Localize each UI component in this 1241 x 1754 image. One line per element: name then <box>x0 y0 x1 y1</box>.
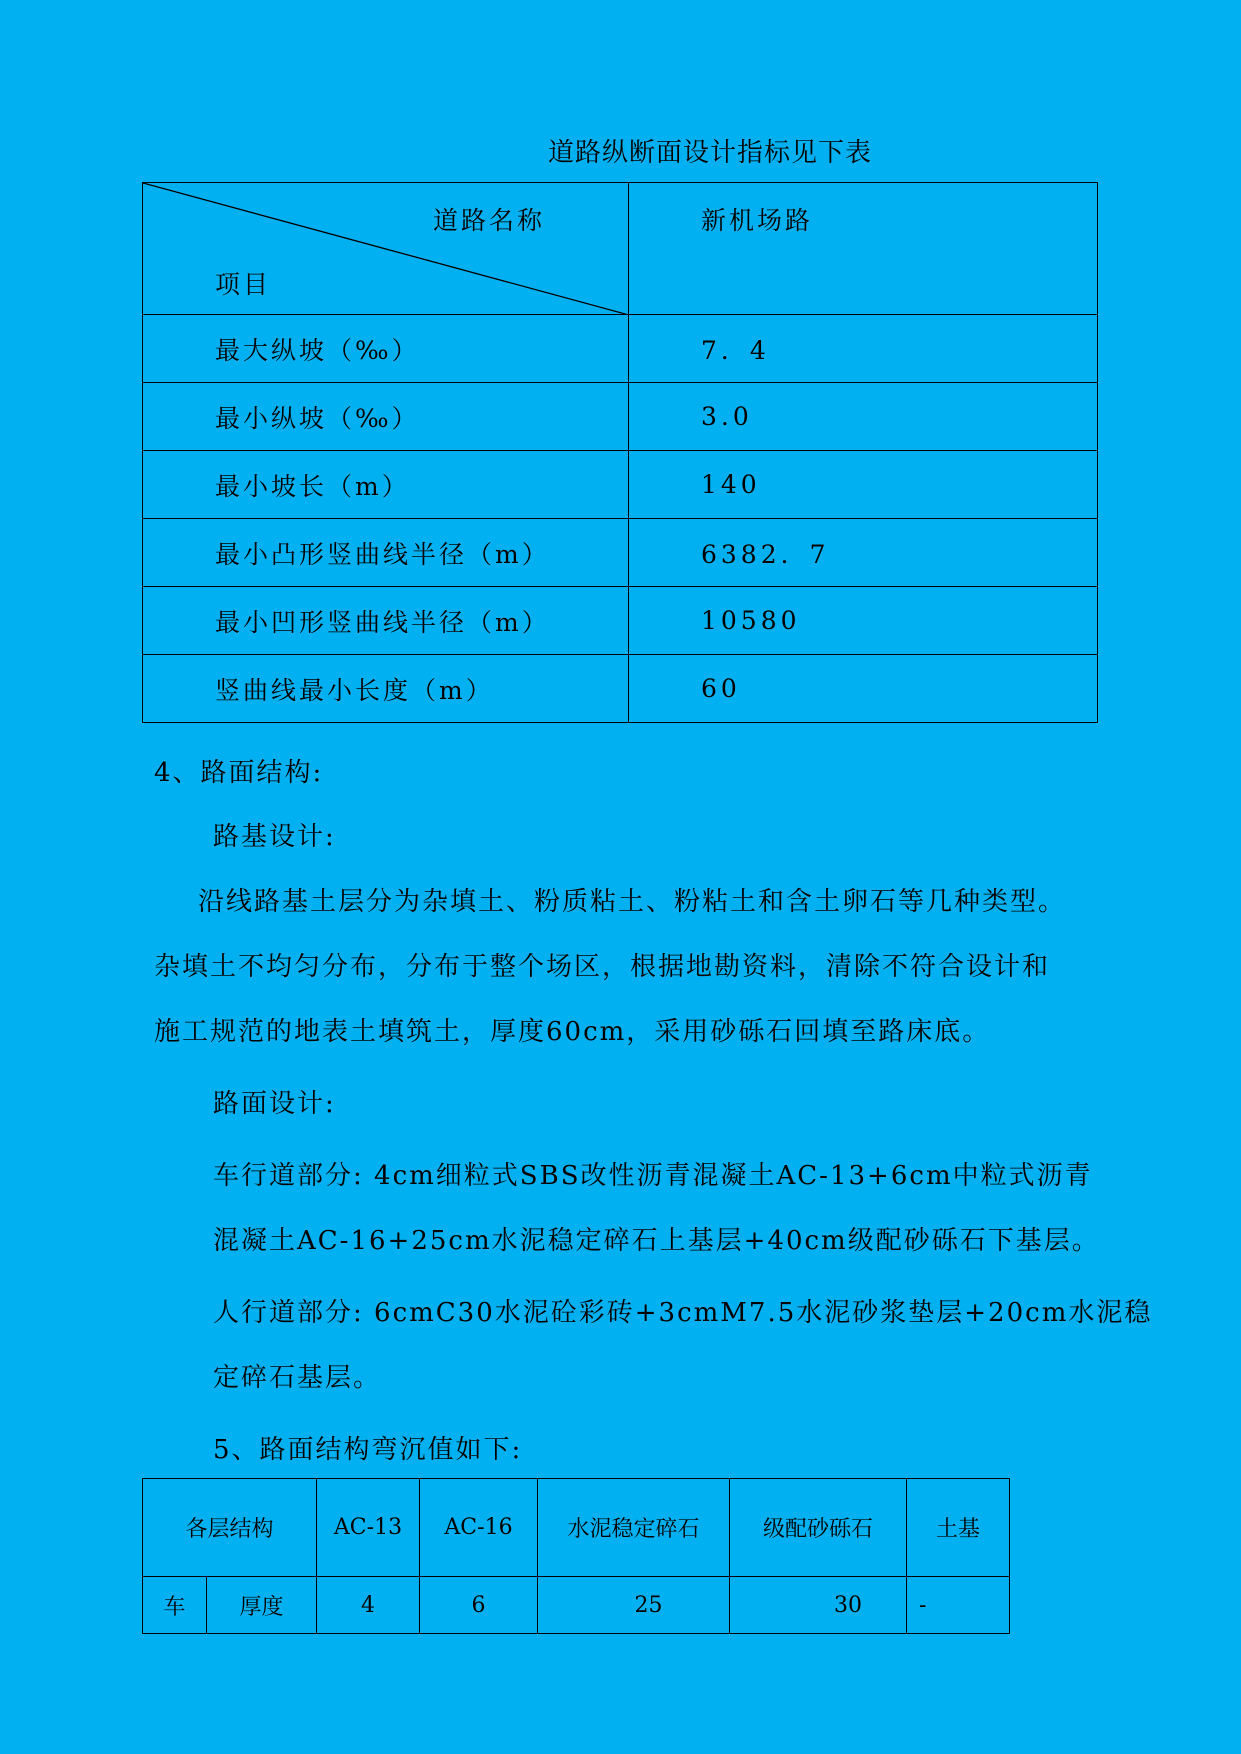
cell: 30 <box>730 1577 907 1634</box>
table-row <box>143 655 1098 723</box>
header-cell: AC-13 <box>317 1479 420 1577</box>
row-value: 6382．7 <box>629 519 1098 587</box>
row-item: 最小凸形竖曲线半径（m） <box>143 519 629 587</box>
subgrade-paragraph-line2: 杂填土不均匀分布，分布于整个场区，根据地勘资料，清除不符合设计和 <box>154 952 1051 982</box>
header-road-name: 道路名称 <box>433 206 546 235</box>
header-road-cell <box>629 183 1098 315</box>
header-cell: 级配砂砾石 <box>730 1479 907 1577</box>
table-row <box>143 451 1098 519</box>
row-value: 10580 <box>629 587 1098 655</box>
cell: 25 <box>538 1577 730 1634</box>
section-4-heading: 4、路面结构: <box>154 758 324 788</box>
profile-design-table <box>142 182 1098 723</box>
row-value: 3.0 <box>629 383 1098 451</box>
row-item: 最大纵坡（‰） <box>143 315 629 383</box>
row-item: 最小坡长（m） <box>143 451 629 519</box>
deflection-table <box>142 1478 1010 1634</box>
section-5-heading: 5、路面结构弯沉值如下: <box>213 1435 523 1465</box>
roadway-paragraph-line2: 混凝土AC-16+25cm水泥稳定碎石上基层+40cm级配砂砾石下基层。 <box>213 1226 1100 1256</box>
row-item: 最小纵坡（‰） <box>143 383 629 451</box>
sidewalk-paragraph-line2: 定碎石基层。 <box>213 1363 382 1393</box>
header-cell: 土基 <box>907 1479 1010 1577</box>
subgrade-paragraph-line1: 沿线路基土层分为杂填土、粉质粘土、粉粘土和含土卵石等几种类型。 <box>198 887 1067 917</box>
diagonal-header-cell <box>143 183 629 315</box>
cell: 6 <box>420 1577 538 1634</box>
sidewalk-paragraph-line1: 人行道部分: 6cmC30水泥砼彩砖+3cmM7.5水泥砂浆垫层+20cm水泥稳 <box>213 1298 1153 1328</box>
subgrade-design-title: 路基设计: <box>213 822 336 852</box>
cell: 4 <box>317 1577 420 1634</box>
table-row <box>143 315 1098 383</box>
pavement-design-title: 路面设计: <box>213 1089 336 1119</box>
row-item: 竖曲线最小长度（m） <box>143 655 629 723</box>
header-cell: AC-16 <box>420 1479 538 1577</box>
row-value: 60 <box>629 655 1098 723</box>
row-group: 车 <box>143 1577 207 1634</box>
cell: - <box>907 1577 1010 1634</box>
table-row <box>143 587 1098 655</box>
table-header-row <box>143 1479 1010 1577</box>
row-label: 厚度 <box>207 1577 317 1634</box>
header-cell: 各层结构 <box>143 1479 317 1577</box>
header-road-value: 新机场路 <box>701 206 814 235</box>
row-value: 7．4 <box>629 315 1098 383</box>
subgrade-paragraph-line3: 施工规范的地表土填筑土，厚度60cm，采用砂砾石回填至路床底。 <box>154 1017 991 1047</box>
row-item: 最小凹形竖曲线半径（m） <box>143 587 629 655</box>
roadway-paragraph-line1: 车行道部分: 4cm细粒式SBS改性沥青混凝土AC-13+6cm中粒式沥青 <box>213 1161 1093 1191</box>
table-row <box>143 383 1098 451</box>
table-caption: 道路纵断面设计指标见下表 <box>547 138 872 168</box>
header-item: 项目 <box>215 270 272 299</box>
table-row <box>143 519 1098 587</box>
row-value: 140 <box>629 451 1098 519</box>
header-cell: 水泥稳定碎石 <box>538 1479 730 1577</box>
table-row <box>143 1577 1010 1634</box>
